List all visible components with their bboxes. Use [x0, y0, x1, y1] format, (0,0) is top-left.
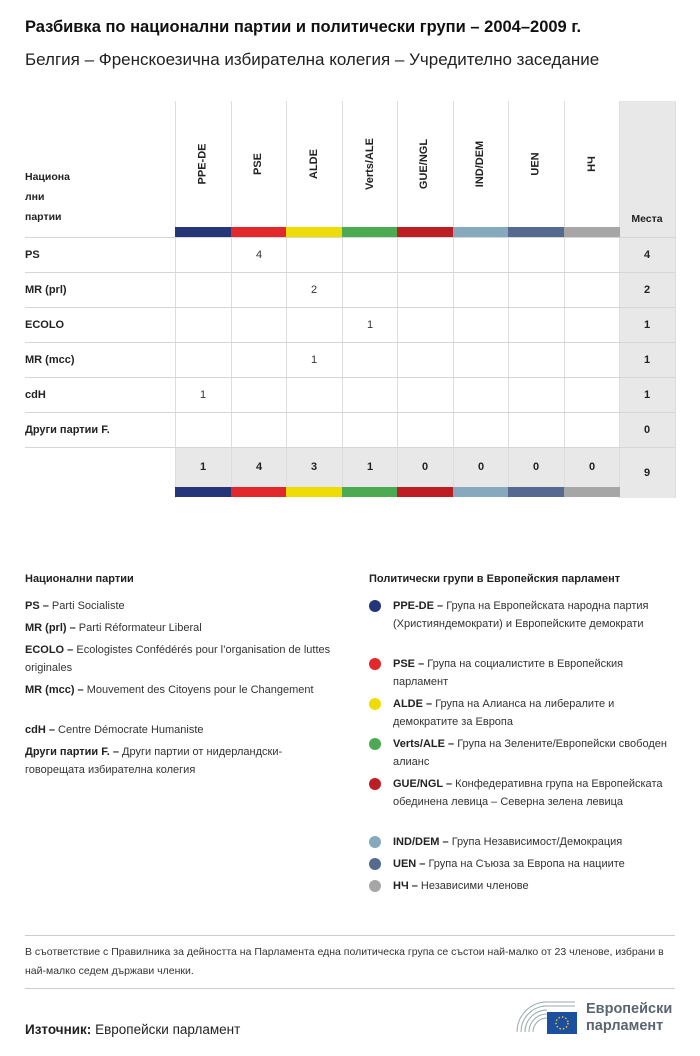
row-party-name: PS	[25, 248, 40, 261]
source-line	[25, 1022, 240, 1037]
group-legend-item	[393, 597, 678, 633]
row-party-name: cdH	[25, 388, 46, 401]
group-color-bar	[342, 487, 398, 497]
column-total: 3	[310, 460, 318, 473]
group-abbr: IND/DEM –	[393, 836, 449, 848]
logo-text-line: парламент	[586, 1018, 664, 1034]
logo-text-line: Европейски	[586, 1001, 673, 1017]
party-abbr: Други партии F. –	[25, 746, 119, 758]
source-value: Европейски парламент	[95, 1022, 241, 1037]
row-seats-total: 1	[643, 353, 651, 366]
column-header	[231, 101, 286, 227]
group-color-bar	[564, 487, 620, 497]
ep-logo	[513, 998, 683, 1038]
group-color-bar	[453, 487, 509, 497]
party-full-name: Parti Réformateur Liberal	[78, 622, 202, 634]
grid-line-horizontal	[25, 237, 675, 238]
column-header	[508, 101, 563, 227]
note-text: В съответствие с Правилника за дейността на Парламента една политическа група се състои най-малко от 23 членове, избрани в най-малко седем държави членки.	[25, 946, 664, 977]
party-abbr: MR (mcc) –	[25, 684, 84, 696]
row-header	[25, 167, 85, 227]
group-full-name: Група на Европейската народна партия (Християндемократи) и Европейските демократи	[393, 600, 649, 630]
page-subtitle: Белгия – Френскоезична избирателна колегия – Учредително заседание	[25, 50, 600, 69]
table-cell: 4	[255, 248, 263, 261]
row-party-name: MR (prl)	[25, 283, 67, 296]
column-header-label: GUE/NGL	[418, 138, 431, 190]
groups-legend-title: Политически групи в Европейския парламент	[369, 573, 621, 585]
column-header	[397, 101, 452, 227]
column-header-label: ALDE	[307, 149, 320, 179]
party-legend-item	[25, 721, 335, 739]
group-full-name: Група Независимост/Демокрация	[451, 836, 623, 848]
row-party-name: ECOLO	[25, 318, 65, 331]
source-label: Източник:	[25, 1022, 92, 1037]
party-legend-item	[25, 619, 335, 637]
party-legend-item	[25, 641, 335, 677]
row-seats-total: 4	[643, 248, 651, 261]
page-title: Разбивка по национални партии и политически групи – 2004–2009 г.	[25, 18, 582, 36]
party-abbr: cdH –	[25, 724, 55, 736]
parliament-hemicycle-icon	[513, 998, 579, 1038]
group-color-dot-icon	[369, 698, 381, 710]
group-color-dot-icon	[369, 658, 381, 670]
party-full-name: Mouvement des Citoyens pour le Changement	[86, 684, 314, 696]
party-full-name: Centre Démocrate Humaniste	[58, 724, 204, 736]
grid-line-horizontal	[25, 412, 675, 413]
column-total: 0	[588, 460, 596, 473]
group-full-name: Група на Зелените/Европейски свободен алианс	[393, 738, 667, 768]
group-legend-item	[393, 855, 678, 873]
grid-line-horizontal	[25, 377, 675, 378]
group-color-dot-icon	[369, 858, 381, 870]
group-color-dot-icon	[369, 778, 381, 790]
column-header-label: PSE	[252, 152, 265, 176]
column-header	[564, 101, 619, 227]
row-header-line: лни	[25, 191, 45, 203]
group-color-bar	[397, 487, 453, 497]
table-cell: 2	[310, 283, 318, 296]
table-cell: 1	[199, 388, 207, 401]
column-header	[175, 101, 230, 227]
party-full-name: Parti Socialiste	[51, 600, 125, 612]
group-color-dot-icon	[369, 836, 381, 848]
column-header-label: PPE-DE	[196, 143, 209, 185]
party-abbr: PS –	[25, 600, 49, 612]
grid-line-horizontal	[25, 342, 675, 343]
parties-legend-title: Национални партии	[25, 573, 134, 585]
party-full-name: Други партии от нидерландски-говорещата избирателна колегия	[25, 746, 283, 776]
party-legend-item	[25, 597, 335, 615]
group-color-dot-icon	[369, 880, 381, 892]
column-header-label: UEN	[529, 152, 542, 176]
table-cell: 1	[366, 318, 374, 331]
group-abbr: UEN –	[393, 858, 426, 870]
party-legend-item	[25, 743, 335, 779]
group-abbr: PSE –	[393, 658, 425, 670]
grid-line-horizontal	[25, 447, 675, 448]
column-total: 0	[532, 460, 540, 473]
group-full-name: Група на Съюза за Европа на нациите	[428, 858, 625, 870]
row-seats-total: 0	[643, 423, 651, 436]
party-legend-item	[25, 681, 335, 699]
group-color-bar	[231, 227, 287, 237]
seats-header: Места	[631, 213, 663, 225]
group-color-bar	[508, 487, 564, 497]
column-total: 1	[366, 460, 374, 473]
column-total: 1	[199, 460, 207, 473]
seats-table	[25, 101, 675, 498]
group-legend-item	[393, 833, 678, 851]
party-abbr: MR (prl) –	[25, 622, 76, 634]
group-legend-item	[393, 695, 678, 731]
group-full-name: Група на Алианса на либералите и демократите за Европа	[393, 698, 615, 728]
group-legend-item	[393, 775, 678, 811]
group-legend-item	[393, 877, 678, 895]
group-color-dot-icon	[369, 600, 381, 612]
row-party-name: Други партии F.	[25, 423, 110, 436]
group-color-bar	[564, 227, 620, 237]
group-legend-item	[393, 735, 678, 771]
group-color-bar	[453, 227, 509, 237]
column-header-label: IND/DEM	[474, 140, 487, 188]
group-abbr: ALDE –	[393, 698, 433, 710]
grid-line-horizontal	[25, 272, 675, 273]
group-abbr: НЧ –	[393, 880, 418, 892]
column-header	[286, 101, 341, 227]
group-abbr: PPE-DE –	[393, 600, 444, 612]
group-color-dot-icon	[369, 738, 381, 750]
grand-total-seats: 9	[643, 466, 651, 479]
group-color-bar	[342, 227, 398, 237]
divider	[25, 988, 675, 989]
group-color-bar	[175, 487, 231, 497]
divider	[25, 935, 675, 936]
column-total: 0	[421, 460, 429, 473]
group-abbr: GUE/NGL –	[393, 778, 453, 790]
party-full-name: Ecologistes Confédérés pour l’organisation de luttes originales	[25, 644, 331, 674]
group-full-name: Конфедеративна група на Европейската обединена левица – Северна зелена левица	[393, 778, 663, 808]
table-cell: 1	[310, 353, 318, 366]
group-full-name: Независими членове	[420, 880, 529, 892]
column-header	[342, 101, 397, 227]
group-color-bar	[286, 227, 342, 237]
group-color-bar	[397, 227, 453, 237]
group-color-bar	[231, 487, 287, 497]
column-header-label: Verts/ALE	[363, 138, 376, 190]
row-party-name: MR (mcc)	[25, 353, 75, 366]
column-header-label: НЧ	[585, 156, 598, 172]
row-header-line: партии	[25, 211, 62, 223]
row-seats-total: 1	[643, 388, 651, 401]
group-full-name: Група на социалистите в Европейския парламент	[393, 658, 624, 688]
column-total: 4	[255, 460, 263, 473]
party-abbr: ECOLO –	[25, 644, 74, 656]
column-total: 0	[477, 460, 485, 473]
column-header	[453, 101, 508, 227]
group-color-bar	[508, 227, 564, 237]
group-color-bar	[175, 227, 231, 237]
group-color-bar	[286, 487, 342, 497]
row-header-line: Национа	[25, 171, 70, 183]
group-abbr: Verts/ALE –	[393, 738, 455, 750]
grid-line-vertical	[675, 101, 676, 498]
group-legend-item	[393, 655, 678, 691]
row-seats-total: 1	[643, 318, 651, 331]
row-seats-total: 2	[643, 283, 651, 296]
